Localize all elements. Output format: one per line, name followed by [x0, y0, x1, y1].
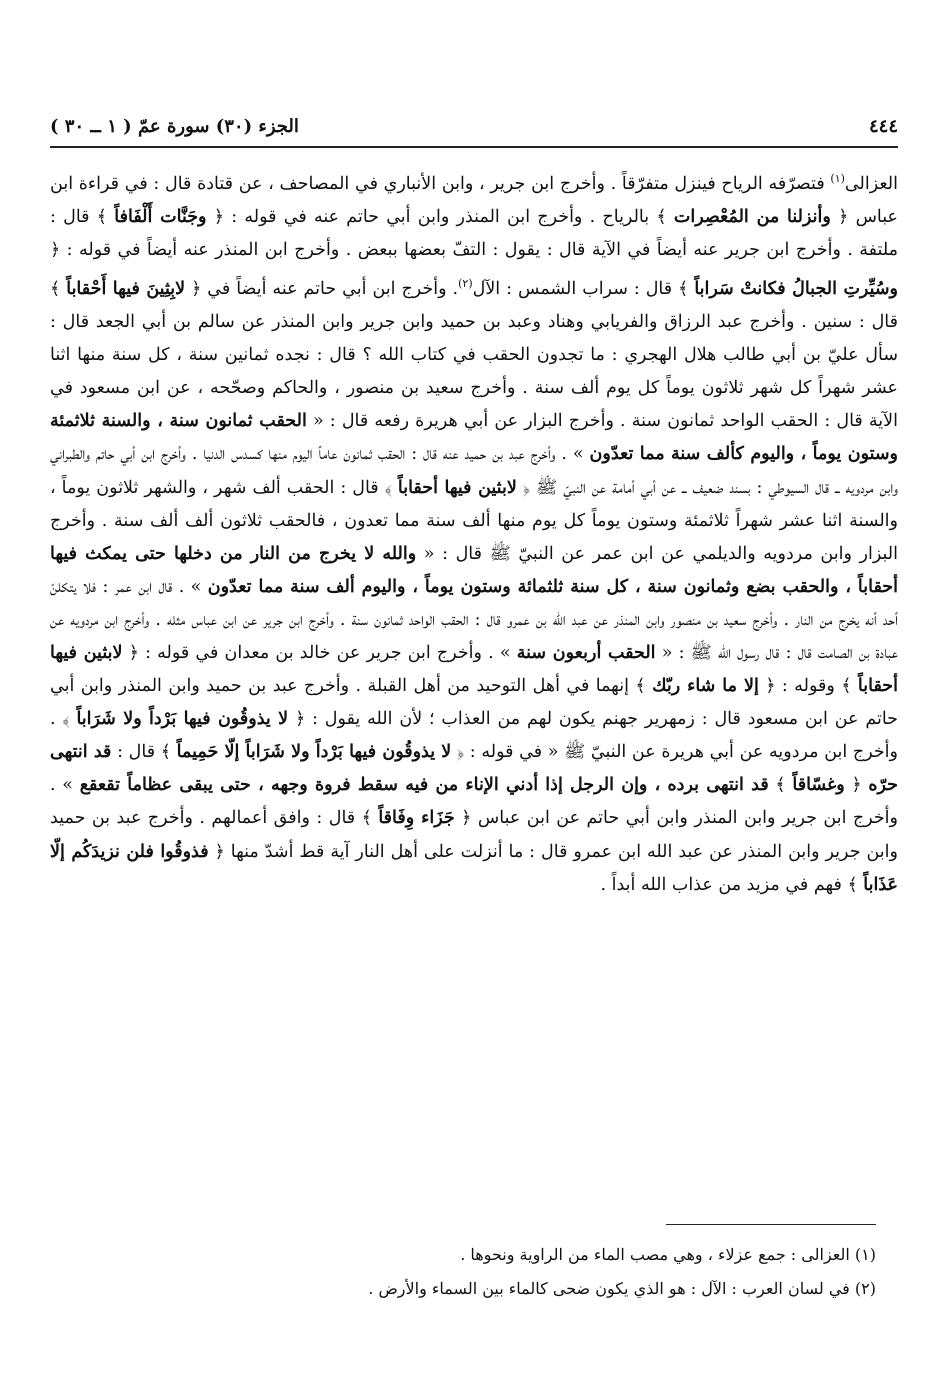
hadith-quote: والله لا يخرج من النار من دخلها حتى يمكث فيها أحقاباً ، والحقب بضع وثمانون سنة ، كل سنة ثلثمائة وستون يوماً ، واليوم ألف سنة مما تعدّون	[50, 543, 898, 597]
quran-quote: لا يذوقُون فيها بَرْداً ولا شَرَاباً	[76, 709, 289, 730]
footnote-text: العزالى : جمع عزلاء ، وهي مصب الماء من الراوية ونحوها .	[460, 1245, 850, 1264]
header-rule	[50, 146, 898, 148]
text-run: ﴾ قال : ملتفة . وأخرج ابن جرير عنه أيضاً في الآية قال : يقول : التفّ بعضها ببعض . وأخرج ابن المنذر عنه أيضاً في قوله : ﴿	[50, 206, 898, 261]
text-run: ﴾ وقوله : ﴿	[758, 676, 858, 697]
hadith-quote: الحقب أربعون سنة	[516, 642, 656, 663]
quran-quote: فذوقُوا فلن نزيدَكُم إلّا عَذَاباً	[50, 841, 898, 895]
text-run: ﴾ فهم في مزيد من عذاب الله أبداً .	[600, 874, 864, 895]
quran-quote: جَزَاء وِفَاقاً	[378, 808, 455, 829]
text-run: ﴾ إنهما في أهل التوحيد من أهل القبلة . وأخرج عبد بن حميد وابن المنذر وابن أبي حاتم عن ابن مسعود قال : زمهرير جهنم يكون لهم من العذاب ؛ لأن الله يقول : ﴿	[50, 676, 898, 730]
hadith-quote: الحقب ثمانون سنة ، والسنة ثلاثمئة وستون يوماً ، واليوم كألف سنة مما تعدّون	[50, 411, 899, 465]
text-run: ﴾ بالرياح . وأخرج ابن المنذر وابن أبي حاتم عنه في قوله : ﴿	[206, 206, 674, 227]
footnote-rule	[666, 1224, 876, 1225]
page-header	[50, 108, 898, 144]
quran-quote: وجَنَّات أَلْفَافاً	[114, 206, 207, 227]
text-run: ﴾ . وأخرج ابن مردويه عن أبي هريرة عن النبيّ ﷺ « في قوله : ﴿	[50, 709, 898, 763]
text-run: ﴾ قال : الحقب ألف شهر ، والشهر ثلاثون يوماً ، والسنة اثنا عشر شهراً ثلاثمئة وستون يوماً كل يوم منها ألف سنة مما تعدون ، فالحقب ثلاثون ألف ألف سنة . وأخرج البزار وابن مردويه والديلمي عن ابن عمر عن النبيّ ﷺ قال : «	[50, 477, 898, 564]
text-run: العزالى	[844, 173, 898, 194]
text-run: ﴾	[768, 775, 793, 796]
quran-quote: لابِثِينَ فيها أَحْقاباً	[66, 278, 186, 299]
text-run: ﴾ قال : سنين . وأخرج عبد الرزاق والفريابي وهناد وعبد بن حميد وابن جرير وابن المنذر عن سالم بن أبي الجعد قال : سأل عليّ بن أبي طالب هلال الهجري : ما تجدون الحقب في كتاب الله ؟ قال : نجده ثمانين سنة ، كل سنة منها اثنا عشر شهراً كل شهر ثلاثون يوماً كل يوم ألف سنة . وأخرج سعيد بن منصور ، والحاكم وصحّحه ، عن ابن مسعود في الآية قال : الحقب الواحد ثمانون سنة . وأخرج البزار عن أبي هريرة رفعه قال : «	[50, 278, 898, 432]
text-run: فتصرّفه الرياح فينزل متفرّقاً . وأخرج ابن جرير ، وابن الأنباري في المصاحف ، عن قتادة قال : في قراءة ابن عباس ﴿	[50, 173, 898, 227]
text-run: » . وأخرج عبد بن حميد عنه قال : الحقب ثمانون عاماً اليوم منها كسدس الدنيا . وأخرج ابن أبي حاتم والطبراني وابن مردويه ــ قال السيوطي : بسند ضعيف ــ عن أبي أمامة عن النبيّ ﷺ ﴿	[50, 444, 899, 498]
text-run: » . وأخرج ابن جرير وابن المنذر وابن أبي حاتم عن ابن عباس ﴿	[50, 775, 898, 829]
footnote-1	[50, 1238, 876, 1272]
text-run: . وأخرج ابن أبي حاتم عنه أيضاً في ﴿	[185, 278, 459, 299]
text-run: ﴾ قال : سراب الشمس : الآل	[472, 278, 695, 299]
hadith-quote: قد انتهى برده ، وإن الرجل إذا أدني الإناء من فيه سقط فروة وجهه ، حتى يبقى عظاماً تقعقع	[79, 775, 769, 796]
main-text	[50, 162, 898, 902]
footnotes	[50, 1238, 876, 1306]
quran-quote: لابثين فيها أحقاباً	[50, 642, 898, 697]
footnote-text: في لسان العرب : الآل : هو الذي يكون ضحى كالماء بين السماء والأرض .	[368, 1279, 850, 1298]
text-run: ﴿	[844, 775, 869, 796]
footnote-ref: (١)	[830, 172, 845, 185]
footnote-ref: (٢)	[458, 277, 473, 291]
text-run: ﴾ قال :	[111, 742, 177, 763]
footnote-mark: (١)	[854, 1245, 876, 1264]
quran-quote: وأنزلنا من المُعْصِرات	[673, 206, 831, 227]
text-run: » . قال ابن عمر : فلا يتكلنّ أحد أنه يخرج من النار . وأخرج سعيد بن منصور وابن المنذر عن عبد الله بن عمرو قال : الحقب الواحد ثمانون سنة . وأخرج ابن جرير عن ابن عباس مثله . وأخرج ابن مردويه عن عبادة بن الصامت قال : قال رسول الله ﷺ : «	[50, 576, 898, 663]
quran-quote: وسُيِّرتِ الجبالُ فكانتْ سَراباً	[694, 278, 898, 299]
footnote-2	[50, 1272, 876, 1306]
quran-quote: وغسّاقاً	[792, 775, 845, 796]
quran-quote: إلا ما شاء ربّك	[652, 676, 759, 697]
footnote-mark: (٢)	[854, 1279, 876, 1298]
hadith-quote: قد انتهى حرّه	[50, 742, 898, 796]
text-run: » . وأخرج ابن جرير عن خالد بن معدان في قوله : ﴿	[122, 642, 517, 663]
text-run: ﴾ قال : وافق أعمالهم . وأخرج عبد بن حميد وابن جرير وابن المنذر عن عبد الله ابن عمرو قال : ما أنزلت على أهل النار آية قط أشدّ منها ﴿	[50, 808, 898, 862]
quran-quote: لا يذوقُون فيها بَرْداً ولا شَرَاباً إلّا حَمِيماً	[176, 742, 452, 763]
quran-quote: لابثين فيها أحقاباً	[397, 477, 517, 498]
page-number: ٤٤٤	[868, 115, 898, 137]
running-title: الجزء (٣٠) سورة عمّ ( ١ ــ ٣٠ )	[50, 115, 299, 137]
